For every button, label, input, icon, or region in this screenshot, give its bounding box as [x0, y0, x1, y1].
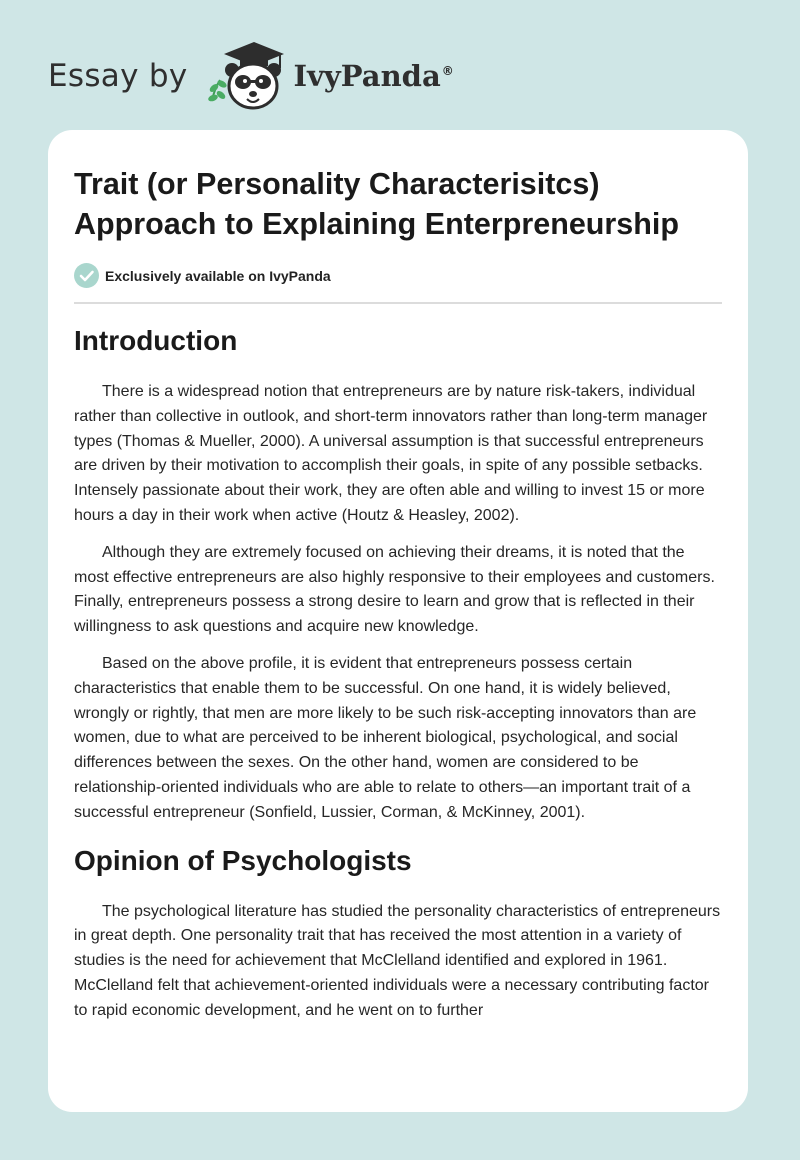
paragraph: The psychological literature has studied the personality characteristics of entrepreneurs in great depth. One personality trait that has received the most attention in a variety of studies is the need for achievement that McClelland identified and explored in 1961. McClelland felt that achievement-oriented individuals were a necessary contributing factor to rapid economic development, and he went on to further [74, 902, 721, 1019]
section-introduction [74, 324, 722, 826]
essay-by-label: Essay by [48, 58, 188, 94]
paragraph: Although they are extremely focused on achieving their dreams, it is noted that the most effective entrepreneurs are also highly responsive to their employees and customers. Finally, entrepreneurs possess a strong desire to learn and grow that is reflected in their willingness to ask questions and acquire new knowledge. [74, 543, 715, 636]
exclusive-badge [74, 263, 722, 288]
panda-logo-icon[interactable] [202, 38, 290, 114]
paragraph: Based on the above profile, it is evident that entrepreneurs possess certain characteristics that enable them to be successful. On one hand, it is widely believed, wrongly or rightly, that men are more likely to be such risk-accepting innovators than are women, due to what are perceived to be inherent biological, psychological, and social differences between the sexes. On the other hand, women are considered to be relationship-oriented individuals who are able to relate to others—an important trait of a successful entrepreneur (Sonfield, Lussier, Corman, & McKinney, 2001). [74, 654, 697, 821]
registered-mark: ® [441, 64, 454, 79]
essay-card [48, 130, 748, 1112]
title-divider [74, 302, 722, 304]
essay-title: Trait (or Personality Characterisitcs) Approach to Explaining Enterpreneurship [74, 167, 679, 241]
site-header [48, 36, 454, 116]
brand-name[interactable]: IvyPanda® [293, 59, 454, 93]
exclusive-badge-text: Exclusively available on IvyPanda [105, 267, 331, 284]
section-heading: Introduction [74, 325, 238, 356]
paragraph: There is a widespread notion that entrepreneurs are by nature risk-takers, individual rather than collective in outlook, and short-term innovators rather than long-term manager types (Thomas & Mueller, 2000). A universal assumption is that successful entrepreneurs are driven by their motivation to accomplish their goals, in spite of any possible setbacks. Intensely passionate about their work, they are often able and willing to invest 15 or more hours a day in their work when active (Houtz & Heasley, 2002). [74, 383, 708, 524]
section-opinion-of-psychologists [74, 844, 722, 1024]
section-heading: Opinion of Psychologists [74, 844, 412, 876]
check-circle-icon [74, 263, 99, 288]
